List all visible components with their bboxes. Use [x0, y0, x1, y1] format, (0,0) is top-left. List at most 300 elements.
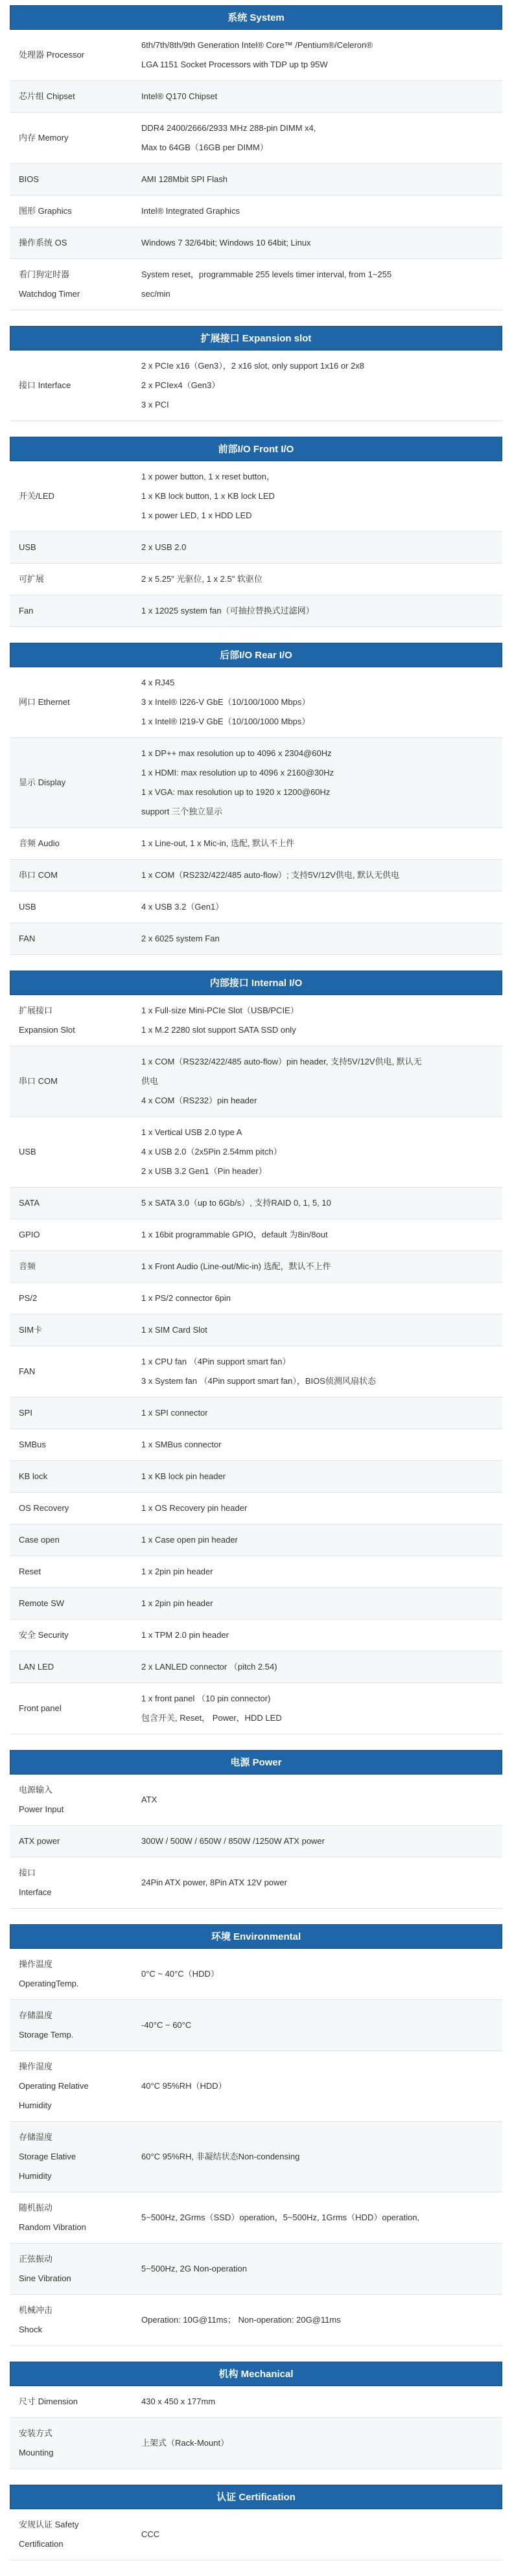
spec-row	[10, 595, 502, 627]
spec-key	[10, 564, 130, 595]
spec-key	[10, 1857, 130, 1909]
spec-value	[130, 1524, 502, 1556]
spec-key	[10, 1556, 130, 1588]
spec-key	[10, 30, 130, 81]
spec-value-line: 1 x Intel® I219-V GbE（10/100/1000 Mbps）	[141, 717, 310, 726]
spec-key-line: Mounting	[19, 2448, 54, 2457]
spec-key-line: 安装方式	[19, 2428, 53, 2438]
spec-section	[10, 437, 502, 627]
spec-key	[10, 1493, 130, 1524]
spec-key-line: Sine Vibration	[19, 2273, 71, 2283]
spec-value	[130, 923, 502, 955]
spec-key	[10, 1219, 130, 1251]
spec-value	[130, 2051, 502, 2122]
spec-row	[10, 30, 502, 81]
section-title: 系统 System	[10, 5, 502, 30]
spec-value-line: 2 x PCIex4（Gen3）	[141, 380, 220, 390]
spec-key-line: Storage Elative	[19, 2152, 76, 2161]
spec-key	[10, 532, 130, 564]
spec-key	[10, 196, 130, 227]
spec-row	[10, 1857, 502, 1909]
spec-key-line: Remote SW	[19, 1598, 65, 1608]
spec-value	[130, 164, 502, 196]
spec-key	[10, 738, 130, 828]
spec-key-line: 随机振动	[19, 2203, 53, 2213]
spec-value-line: 4 x USB 2.0（2x5Pin 2.54mm pitch）	[141, 1147, 282, 1156]
spec-value	[130, 1219, 502, 1251]
spec-value-line: 4 x RJ45	[141, 678, 175, 687]
spec-key-line: 看门狗定时器	[19, 270, 70, 279]
spec-row	[10, 1461, 502, 1493]
spec-value-line: ATX	[141, 1795, 157, 1804]
spec-key-line: USB	[19, 542, 36, 552]
section-title: 认证 Certification	[10, 2485, 502, 2509]
spec-row	[10, 1283, 502, 1315]
spec-value-line: 供电	[141, 1076, 159, 1086]
spec-key	[10, 667, 130, 738]
spec-row	[10, 1251, 502, 1283]
spec-row	[10, 995, 502, 1046]
spec-value	[130, 738, 502, 828]
spec-key-line: Certification	[19, 2539, 64, 2549]
spec-value	[130, 227, 502, 259]
spec-value-line: 4 x USB 3.2（Gen1）	[141, 902, 224, 912]
spec-key-line: 音频 Audio	[19, 838, 60, 848]
spec-key-line: OperatingTemp.	[19, 1979, 79, 1988]
spec-value-line: 1 x power button, 1 x reset button，	[141, 472, 275, 481]
spec-row	[10, 2386, 502, 2418]
spec-value-line: 1 x TPM 2.0 pin header	[141, 1630, 229, 1640]
spec-row	[10, 1397, 502, 1429]
spec-key-line: 内存 Memory	[19, 133, 69, 143]
spec-value-line: 5 x SATA 3.0（up to 6Gb/s）, 支持RAID 0, 1, 5, 10	[141, 1198, 331, 1208]
spec-row	[10, 532, 502, 564]
spec-key	[10, 1461, 130, 1493]
spec-value-line: 1 x 2pin pin header	[141, 1567, 213, 1576]
spec-key	[10, 828, 130, 860]
spec-value-line: 60°C 95%RH, 非凝结状态Non-condensing	[141, 2152, 300, 2161]
spec-value-line: AMI 128Mbit SPI Flash	[141, 174, 227, 184]
spec-key	[10, 1117, 130, 1188]
spec-row	[10, 227, 502, 259]
spec-key	[10, 461, 130, 532]
spec-key-line: 网口 Ethernet	[19, 697, 70, 707]
spec-key-line: USB	[19, 1147, 36, 1156]
spec-value-line: 1 x Front Audio (Line-out/Mic-in) 选配，默认不上件	[141, 1261, 331, 1271]
spec-key	[10, 2192, 130, 2244]
spec-key-line: 操作温度	[19, 1959, 53, 1969]
spec-value	[130, 351, 502, 421]
spec-row	[10, 2000, 502, 2051]
spec-sheet	[10, 5, 502, 2560]
spec-table	[10, 667, 502, 955]
spec-row	[10, 1683, 502, 1734]
spec-key	[10, 1251, 130, 1283]
spec-value-line: 1 x Case open pin header	[141, 1535, 238, 1545]
spec-value	[130, 667, 502, 738]
spec-section	[10, 643, 502, 955]
spec-value-line: 1 x PS/2 connector 6pin	[141, 1293, 231, 1303]
spec-key	[10, 2122, 130, 2192]
spec-value	[130, 1493, 502, 1524]
spec-key-line: SIM卡	[19, 1325, 43, 1335]
spec-key-line: Case open	[19, 1535, 60, 1545]
spec-key-line: OS Recovery	[19, 1503, 69, 1513]
spec-key	[10, 995, 130, 1046]
spec-key	[10, 1775, 130, 1826]
spec-value	[130, 2295, 502, 2346]
spec-key-line: Reset	[19, 1567, 41, 1576]
spec-key	[10, 164, 130, 196]
spec-value	[130, 1461, 502, 1493]
section-title: 前部I/O Front I/O	[10, 437, 502, 461]
spec-value	[130, 113, 502, 164]
spec-value-line: 1 x 16bit programmable GPIO，default 为8in/8out	[141, 1230, 328, 1239]
spec-row	[10, 1219, 502, 1251]
spec-key-line: SMBus	[19, 1440, 46, 1449]
section-title: 电源 Power	[10, 1750, 502, 1775]
spec-key	[10, 2000, 130, 2051]
spec-key-line: 操作湿度	[19, 2062, 53, 2071]
section-title: 机构 Mechanical	[10, 2362, 502, 2386]
spec-row	[10, 2051, 502, 2122]
spec-key	[10, 891, 130, 923]
spec-row	[10, 828, 502, 860]
spec-key-line: Front panel	[19, 1703, 62, 1713]
spec-row	[10, 1651, 502, 1683]
spec-table	[10, 2386, 502, 2469]
spec-key-line: Expansion Slot	[19, 1025, 75, 1035]
spec-key-line: Humidity	[19, 2171, 52, 2181]
spec-row	[10, 1046, 502, 1117]
spec-row	[10, 1524, 502, 1556]
spec-row	[10, 1493, 502, 1524]
spec-key-line: 接口	[19, 1868, 36, 1878]
spec-key	[10, 2509, 130, 2560]
spec-section	[10, 971, 502, 1734]
spec-key	[10, 1826, 130, 1857]
spec-key-line: Humidity	[19, 2100, 52, 2110]
spec-value	[130, 2122, 502, 2192]
spec-key-line: GPIO	[19, 1230, 40, 1239]
spec-key-line: 机械冲击	[19, 2305, 53, 2315]
spec-key-line: FAN	[19, 934, 36, 943]
spec-key	[10, 860, 130, 891]
spec-row	[10, 860, 502, 891]
spec-value-line: 1 x OS Recovery pin header	[141, 1503, 248, 1513]
spec-table	[10, 351, 502, 421]
spec-key-line: Watchdog Timer	[19, 289, 80, 299]
spec-key-line: Fan	[19, 606, 34, 615]
spec-row	[10, 1775, 502, 1826]
spec-key-line: 处理器 Processor	[19, 50, 85, 60]
spec-key-line: 串口 COM	[19, 1076, 58, 1086]
spec-key-line: 尺寸 Dimension	[19, 2397, 78, 2406]
spec-value-line: 1 x KB lock pin header	[141, 1471, 226, 1481]
spec-value-line: 4 x COM（RS232）pin header	[141, 1096, 257, 1105]
spec-key-line: ATX power	[19, 1836, 60, 1846]
spec-value	[130, 828, 502, 860]
spec-value	[130, 81, 502, 113]
spec-row	[10, 2122, 502, 2192]
spec-key-line: 串口 COM	[19, 870, 58, 880]
spec-key-line: 安全 Security	[19, 1630, 69, 1640]
spec-key-line: 接口 Interface	[19, 380, 71, 390]
spec-value	[130, 2386, 502, 2418]
spec-value-line: 1 x COM（RS232/422/485 auto-flow）pin header, 支持5V/12V供电, 默认无	[141, 1057, 422, 1066]
spec-key-line: 安规认证 Safety	[19, 2520, 79, 2529]
spec-value-line: 1 x SIM Card Slot	[141, 1325, 207, 1335]
spec-value-line: 1 x front panel （10 pin connector)	[141, 1694, 271, 1703]
spec-key-line: 显示 Display	[19, 777, 66, 787]
section-title: 后部I/O Rear I/O	[10, 643, 502, 667]
spec-section	[10, 1750, 502, 1909]
spec-row	[10, 461, 502, 532]
spec-row	[10, 923, 502, 955]
spec-key	[10, 1429, 130, 1461]
spec-key	[10, 1651, 130, 1683]
spec-value-line: 0°C ~ 40°C（HDD）	[141, 1969, 219, 1979]
spec-value-line: 1 x 12025 system fan（可抽拉替换式过滤网）	[141, 606, 314, 615]
spec-value	[130, 1826, 502, 1857]
spec-value	[130, 1949, 502, 2000]
spec-value	[130, 259, 502, 310]
spec-row	[10, 738, 502, 828]
spec-value	[130, 1346, 502, 1397]
spec-row	[10, 1588, 502, 1620]
spec-key-line: KB lock	[19, 1471, 48, 1481]
spec-value-line: Max to 64GB（16GB per DIMM）	[141, 143, 268, 152]
spec-value-line: 2 x USB 3.2 Gen1（Pin header）	[141, 1166, 267, 1176]
spec-key	[10, 1949, 130, 2000]
spec-key-line: SATA	[19, 1198, 40, 1208]
spec-row	[10, 2509, 502, 2560]
spec-value	[130, 196, 502, 227]
spec-value-line: Windows 7 32/64bit; Windows 10 64bit; Linux	[141, 238, 311, 247]
spec-key	[10, 2418, 130, 2469]
spec-table	[10, 1775, 502, 1909]
spec-value	[130, 1857, 502, 1909]
spec-value-line: 1 x KB lock button, 1 x KB lock LED	[141, 491, 275, 501]
spec-key-line: 开关/LED	[19, 491, 54, 501]
spec-value	[130, 1283, 502, 1315]
spec-value-line: 1 x Vertical USB 2.0 type A	[141, 1127, 242, 1137]
spec-value	[130, 461, 502, 532]
spec-value-line: 6th/7th/8th/9th Generation Intel® Core™ /Pentium®/Celeron®	[141, 40, 373, 50]
spec-key	[10, 1346, 130, 1397]
spec-row	[10, 1188, 502, 1219]
spec-value-line: Intel® Integrated Graphics	[141, 206, 240, 216]
spec-value-line: 上架式（Rack-Mount）	[141, 2438, 229, 2448]
spec-key-line: 电源输入	[19, 1785, 53, 1795]
spec-key-line: PS/2	[19, 1293, 38, 1303]
spec-value	[130, 891, 502, 923]
spec-value	[130, 1315, 502, 1346]
spec-value	[130, 860, 502, 891]
spec-key	[10, 1620, 130, 1651]
spec-key	[10, 1524, 130, 1556]
spec-key-line: 芯片组 Chipset	[19, 91, 75, 101]
spec-value	[130, 1046, 502, 1117]
spec-key-line: 操作系统 OS	[19, 238, 67, 247]
spec-table	[10, 1949, 502, 2346]
spec-key	[10, 1683, 130, 1734]
spec-value	[130, 2509, 502, 2560]
spec-row	[10, 1826, 502, 1857]
spec-row	[10, 2192, 502, 2244]
spec-value-line: 1 x COM（RS232/422/485 auto-flow）; 支持5V/12V供电, 默认无供电	[141, 870, 400, 880]
spec-value-line: 24Pin ATX power, 8Pin ATX 12V power	[141, 1878, 287, 1887]
spec-key	[10, 259, 130, 310]
spec-section	[10, 2485, 502, 2560]
spec-value	[130, 532, 502, 564]
spec-key-line: 可扩展	[19, 574, 45, 584]
spec-value-line: System reset，programmable 255 levels timer interval, from 1~255	[141, 270, 392, 279]
spec-key	[10, 351, 130, 421]
section-title: 内部接口 Internal I/O	[10, 971, 502, 995]
spec-row	[10, 1620, 502, 1651]
spec-value-line: 2 x 6025 system Fan	[141, 934, 220, 943]
spec-value-line: Operation: 10G@11ms； Non-operation: 20G@11ms	[141, 2315, 341, 2325]
spec-key-line: 图形 Graphics	[19, 206, 72, 216]
spec-value-line: 5~500Hz, 2G Non-operation	[141, 2264, 247, 2273]
spec-value-line: CCC	[141, 2529, 160, 2539]
spec-row	[10, 1117, 502, 1188]
spec-row	[10, 2295, 502, 2346]
spec-key-line: Storage Temp.	[19, 2030, 74, 2040]
spec-table	[10, 461, 502, 627]
spec-value	[130, 1588, 502, 1620]
spec-value	[130, 564, 502, 595]
spec-value-line: 3 x Intel® I226-V GbE（10/100/1000 Mbps）	[141, 697, 310, 707]
spec-value-line: 1 x SPI connector	[141, 1408, 208, 1418]
spec-value-line: 430 x 450 x 177mm	[141, 2397, 216, 2406]
spec-key	[10, 227, 130, 259]
spec-key	[10, 81, 130, 113]
spec-value-line: -40°C ~ 60°C	[141, 2020, 192, 2030]
spec-value-line: 1 x M.2 2280 slot support SATA SSD only	[141, 1025, 296, 1035]
spec-row	[10, 2418, 502, 2469]
section-title: 扩展接口 Expansion slot	[10, 326, 502, 351]
spec-row	[10, 2244, 502, 2295]
spec-key	[10, 595, 130, 627]
spec-key	[10, 1588, 130, 1620]
spec-value-line: 1 x Full-size Mini-PCIe Slot（USB/PCIE）	[141, 1006, 299, 1015]
spec-value	[130, 1397, 502, 1429]
spec-row	[10, 1346, 502, 1397]
spec-value	[130, 1683, 502, 1734]
spec-key	[10, 1315, 130, 1346]
spec-value	[130, 1775, 502, 1826]
spec-key	[10, 2244, 130, 2295]
spec-row	[10, 1556, 502, 1588]
spec-table	[10, 2509, 502, 2560]
spec-key	[10, 923, 130, 955]
spec-value	[130, 1651, 502, 1683]
spec-value	[130, 995, 502, 1046]
spec-value-line: 1 x 2pin pin header	[141, 1598, 213, 1608]
spec-key	[10, 2051, 130, 2122]
spec-value	[130, 2418, 502, 2469]
spec-key-line: SPI	[19, 1408, 32, 1418]
spec-value	[130, 30, 502, 81]
spec-row	[10, 351, 502, 421]
spec-value-line: LGA 1151 Socket Processors with TDP up tp 95W	[141, 60, 328, 69]
spec-row	[10, 1429, 502, 1461]
spec-key-line: 扩展接口	[19, 1006, 53, 1015]
spec-value-line: sec/min	[141, 289, 170, 299]
spec-key	[10, 1283, 130, 1315]
spec-value-line: 40°C 95%RH（HDD）	[141, 2081, 227, 2091]
spec-value	[130, 2244, 502, 2295]
spec-value	[130, 1251, 502, 1283]
spec-row	[10, 113, 502, 164]
spec-value-line: 2 x USB 2.0	[141, 542, 187, 552]
spec-value	[130, 1620, 502, 1651]
spec-key-line: 存储温度	[19, 2010, 53, 2020]
spec-value-line: 1 x DP++ max resolution up to 4096 x 2304@60Hz	[141, 748, 332, 758]
spec-key-line: USB	[19, 902, 36, 912]
spec-key	[10, 1397, 130, 1429]
spec-value-line: 1 x Line-out, 1 x Mic-in, 选配, 默认不上件	[141, 838, 295, 848]
spec-value-line: DDR4 2400/2666/2933 MHz 288-pin DIMM x4,	[141, 123, 316, 133]
spec-value-line: 5~500Hz, 2Grms（SSD）operation，5~500Hz, 1Grms（HDD）operation,	[141, 2213, 420, 2222]
spec-key	[10, 2386, 130, 2418]
spec-key-line: Power Input	[19, 1804, 64, 1814]
spec-key	[10, 1188, 130, 1219]
spec-row	[10, 564, 502, 595]
spec-value-line: 1 x VGA: max resolution up to 1920 x 1200@60Hz	[141, 787, 331, 797]
spec-value-line: 2 x PCIe x16（Gen3），2 x16 slot, only support 1x16 or 2x8	[141, 361, 364, 371]
spec-row	[10, 1315, 502, 1346]
section-title: 环境 Environmental	[10, 1924, 502, 1949]
spec-value-line: Intel® Q170 Chipset	[141, 91, 218, 101]
spec-key-line: 存储湿度	[19, 2132, 53, 2142]
spec-row	[10, 891, 502, 923]
spec-value-line: 2 x LANLED connector （pitch 2.54)	[141, 1662, 277, 1672]
spec-value	[130, 1188, 502, 1219]
spec-value	[130, 1429, 502, 1461]
spec-value	[130, 1117, 502, 1188]
spec-table	[10, 995, 502, 1734]
spec-value-line: 包含开关, Reset， Power，HDD LED	[141, 1713, 282, 1723]
spec-row	[10, 164, 502, 196]
spec-value	[130, 2192, 502, 2244]
spec-section	[10, 326, 502, 421]
spec-key-line: 正弦振动	[19, 2254, 53, 2264]
spec-value	[130, 1556, 502, 1588]
spec-row	[10, 667, 502, 738]
spec-value-line: 1 x power LED, 1 x HDD LED	[141, 511, 252, 520]
spec-key-line: FAN	[19, 1366, 36, 1376]
spec-key-line: Operating Relative	[19, 2081, 89, 2091]
spec-key	[10, 1046, 130, 1117]
spec-key-line: LAN LED	[19, 1662, 54, 1672]
spec-value	[130, 2000, 502, 2051]
spec-section	[10, 5, 502, 310]
spec-table	[10, 30, 502, 310]
spec-row	[10, 196, 502, 227]
spec-key-line: Shock	[19, 2325, 43, 2334]
spec-value-line: 300W / 500W / 650W / 850W /1250W ATX power	[141, 1836, 325, 1846]
spec-section	[10, 1924, 502, 2346]
spec-value-line: 3 x PCI	[141, 400, 169, 409]
spec-key-line: Interface	[19, 1887, 52, 1897]
spec-value-line: support 三个独立显示	[141, 807, 222, 816]
spec-row	[10, 81, 502, 113]
spec-key-line: 音频	[19, 1261, 36, 1271]
spec-value-line: 1 x HDMI: max resolution up to 4096 x 2160@30Hz	[141, 768, 334, 777]
